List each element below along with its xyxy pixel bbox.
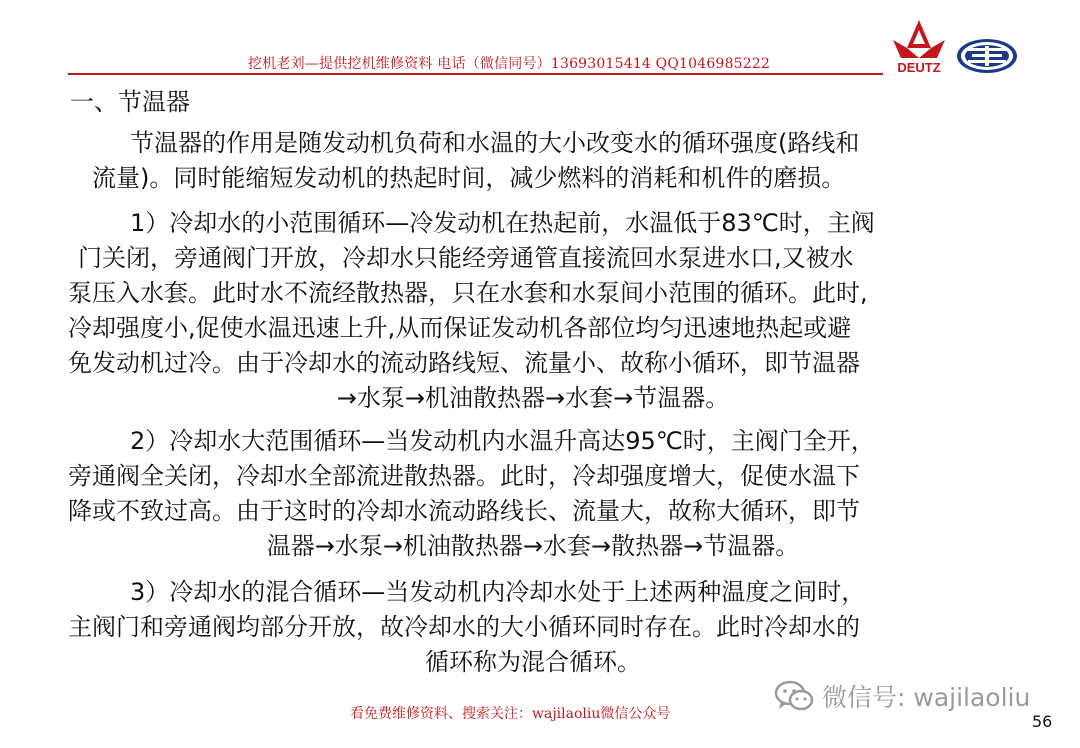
intro-line: 节温器的作用是随发动机负荷和水温的大小改变水的循环强度(路线和: [130, 129, 860, 157]
small-cycle-paragraph: [68, 206, 998, 416]
paragraph-line: 温器→水泵→机油散热器→水套→散热器→节温器。: [266, 532, 800, 560]
paragraph-line: 冷却强度小,促使水温迅速上升,从而保证发动机各部位均匀迅速地热起或避: [68, 314, 852, 342]
mixed-cycle-paragraph: [68, 575, 998, 680]
paragraph-line: 1）冷却水的小范围循环—冷发动机在热起前，水温低于83℃时，主阀: [130, 209, 875, 237]
wechat-icon: [774, 679, 814, 713]
intro-line: 流量)。同时能缩短发动机的热起时间，减少燃料的消耗和机件的磨损。: [92, 164, 846, 192]
paragraph-line: 免发动机过冷。由于冷却水的流动路线短、流量小、故称小循环，即节温器: [68, 349, 860, 377]
deutz-logo-text: DEUTZ: [897, 60, 941, 75]
paragraph-line: 旁通阀全关闭，冷却水全部流进散热器。此时，冷却强度增大，促使水温下: [68, 462, 860, 490]
brand-emblem-icon: [956, 38, 1018, 74]
paragraph-line: 循环称为混合循环。: [425, 648, 641, 676]
header-contact-text: 挖机老刘—提供挖机维修资料 电话（微信同号）13693015414 QQ1046985222: [248, 56, 771, 72]
paragraph-line: 主阀门和旁通阀均部分开放，故冷却水的大小循环同时存在。此时冷却水的: [68, 613, 860, 641]
paragraph-line: 3）冷却水的混合循环—当发动机内冷却水处于上述两种温度之间时，: [130, 578, 866, 606]
page-number: 56: [1032, 712, 1053, 731]
intro-paragraph: [68, 126, 998, 196]
paragraph-line: 门关闭，旁通阀门开放，冷却水只能经旁通管直接流回水泵进水口,又被水: [78, 244, 854, 272]
header-divider: [68, 73, 883, 75]
watermark-text: 微信号: wajilaoliu: [822, 683, 1031, 712]
paragraph-line: →水泵→机油散热器→水套→节温器。: [336, 384, 730, 412]
paragraph-line: 降或不致过高。由于这时的冷却水流动路线长、流量大，故称大循环，即节: [68, 497, 860, 525]
deutz-logo-icon: [885, 18, 953, 76]
paragraph-line: 泵压入水套。此时水不流经散热器，只在水套和水泵间小范围的循环。此时,: [68, 279, 868, 307]
section-title: 一、节温器: [70, 88, 190, 116]
wechat-watermark: [774, 678, 1030, 714]
large-cycle-paragraph: [68, 424, 998, 564]
paragraph-line: 2）冷却水大范围循环—当发动机内水温升高达95℃时，主阀门全开，: [130, 427, 875, 455]
footer-text: 看免费维修资料、搜索关注：wajilaoliu微信公众号: [350, 706, 671, 722]
